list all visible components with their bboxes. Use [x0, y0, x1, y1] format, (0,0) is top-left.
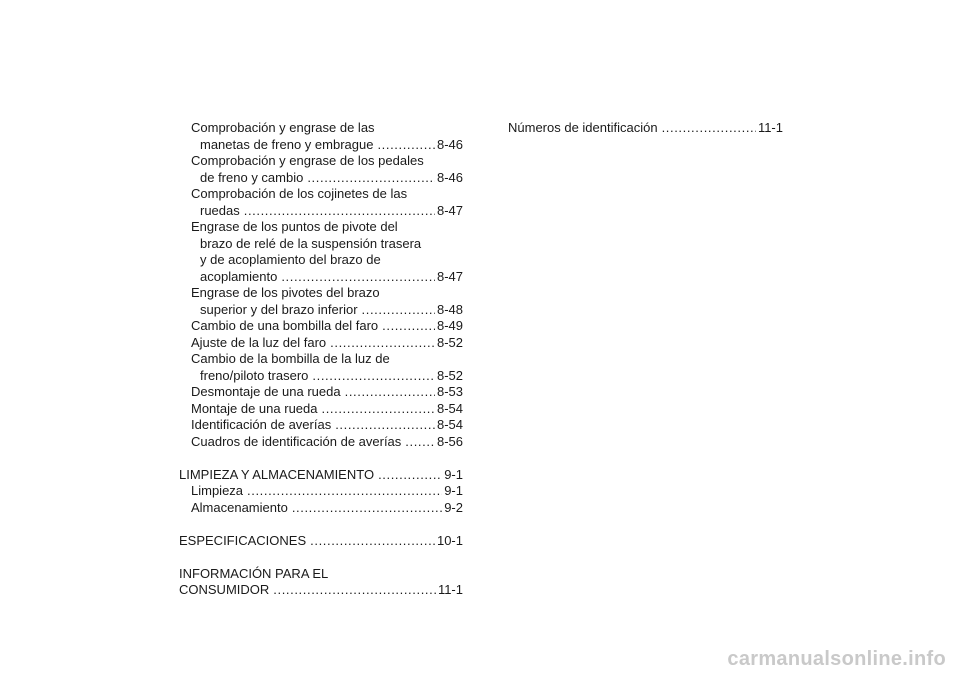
- toc-chapter-page: 11-1: [437, 582, 463, 597]
- toc-entry-label: Almacenamiento: [191, 499, 288, 515]
- toc-entry[interactable]: [179, 500, 463, 517]
- toc-entry[interactable]: [179, 318, 463, 335]
- toc-entry[interactable]: [179, 483, 463, 500]
- dot-leader: [330, 335, 435, 352]
- toc-entry[interactable]: [179, 120, 463, 153]
- dot-leader: [244, 203, 435, 220]
- dot-leader: [345, 384, 435, 401]
- toc-entry-page: 8-54: [436, 400, 463, 416]
- toc-entry[interactable]: [179, 417, 463, 434]
- toc-entry-page: 8-49: [436, 318, 463, 333]
- toc-entry[interactable]: [179, 384, 463, 401]
- dot-leader: [273, 582, 436, 599]
- dot-leader: [377, 137, 435, 154]
- toc-entry-page: 9-2: [444, 499, 463, 515]
- toc-entry-page: 8-56: [436, 433, 463, 449]
- toc-chapter-title-cont: CONSUMIDOR: [179, 582, 270, 597]
- toc-entry-line: Comprobación y engrase de los pedales: [191, 153, 424, 168]
- toc-entry-page: 11-1: [757, 120, 783, 135]
- toc-entry-label: freno/piloto trasero: [200, 367, 309, 383]
- toc-right-column: [508, 120, 783, 137]
- toc-entry-page: 8-53: [436, 384, 463, 399]
- toc-entry[interactable]: [508, 120, 783, 137]
- toc-entry-label: Montaje de una rueda: [191, 400, 318, 416]
- dot-leader: [307, 170, 435, 187]
- dot-leader: [321, 401, 434, 418]
- toc-entry-label: manetas de freno y embrague: [200, 136, 374, 152]
- toc-entry-label: Cambio de una bombilla del faro: [191, 318, 379, 333]
- toc-entry-page: 8-46: [436, 169, 463, 185]
- toc-entry-page: 8-52: [436, 334, 463, 350]
- dot-leader: [247, 483, 442, 500]
- spacer: [179, 516, 463, 533]
- dot-leader: [382, 318, 435, 335]
- toc-entry-label: ruedas: [200, 202, 240, 218]
- toc-entry-page: 8-46: [436, 136, 463, 152]
- toc-entry-page: 9-1: [444, 483, 463, 498]
- toc-chapter[interactable]: [179, 566, 463, 599]
- toc-entry-line: brazo de relé de la suspensión trasera: [200, 235, 422, 251]
- toc-entry[interactable]: [179, 401, 463, 418]
- toc-chapter-page: 9-1: [444, 466, 463, 482]
- toc-entry[interactable]: [179, 434, 463, 451]
- toc-entry-page: 8-54: [436, 417, 463, 432]
- toc-entry[interactable]: [179, 285, 463, 318]
- toc-entry-page: 8-52: [436, 367, 463, 383]
- toc-left-column: [179, 120, 463, 599]
- dot-leader: [292, 500, 442, 517]
- toc-entry-line: y de acoplamiento del brazo de: [200, 252, 381, 267]
- toc-chapter[interactable]: [179, 533, 463, 550]
- dot-leader: [335, 417, 435, 434]
- toc-entry-label: Números de identificación: [508, 120, 658, 135]
- toc-chapter-page: 10-1: [436, 532, 463, 548]
- dot-leader: [662, 120, 756, 137]
- dot-leader: [312, 368, 435, 385]
- toc-entry-page: 8-47: [436, 268, 463, 284]
- dot-leader: [362, 302, 435, 319]
- toc-chapter-title: ESPECIFICACIONES: [179, 532, 307, 548]
- toc-entry-page: 8-48: [436, 301, 463, 317]
- toc-entry[interactable]: [179, 186, 463, 219]
- toc-entry-line: Cambio de la bombilla de la luz de: [191, 351, 390, 366]
- toc-entry-label: Identificación de averías: [191, 417, 332, 432]
- toc-entry-page: 8-47: [436, 202, 463, 218]
- toc-entry-label: Cuadros de identificación de averías: [191, 433, 402, 449]
- toc-chapter[interactable]: [179, 467, 463, 484]
- toc-entry-line: Engrase de los pivotes del brazo: [191, 285, 380, 300]
- dot-leader: [281, 269, 435, 286]
- toc-entry[interactable]: [179, 335, 463, 352]
- dot-leader: [310, 533, 435, 550]
- dot-leader: [405, 434, 435, 451]
- toc-entry-line: Comprobación de los cojinetes de las: [191, 186, 408, 201]
- watermark: carmanualsonline.info: [727, 648, 946, 670]
- toc-entry-label: Limpieza: [191, 483, 244, 498]
- toc-entry[interactable]: [179, 351, 463, 384]
- toc-entry-label: superior y del brazo inferior: [200, 301, 358, 317]
- toc-entry-line: Comprobación y engrase de las: [191, 120, 375, 135]
- toc-chapter-title: LIMPIEZA Y ALMACENAMIENTO: [179, 466, 375, 482]
- toc-entry-label: Ajuste de la luz del faro: [191, 334, 327, 350]
- toc-chapter-title: INFORMACIÓN PARA EL: [179, 565, 329, 581]
- toc-entry-line: Engrase de los puntos de pivote del: [191, 219, 398, 234]
- toc-entry[interactable]: [179, 219, 463, 285]
- toc-entry-label: Desmontaje de una rueda: [191, 384, 341, 399]
- toc-entry-label: acoplamiento: [200, 268, 278, 284]
- spacer: [179, 549, 463, 566]
- toc-entry[interactable]: [179, 153, 463, 186]
- spacer: [179, 450, 463, 467]
- dot-leader: [378, 467, 442, 484]
- toc-entry-label: de freno y cambio: [200, 169, 304, 185]
